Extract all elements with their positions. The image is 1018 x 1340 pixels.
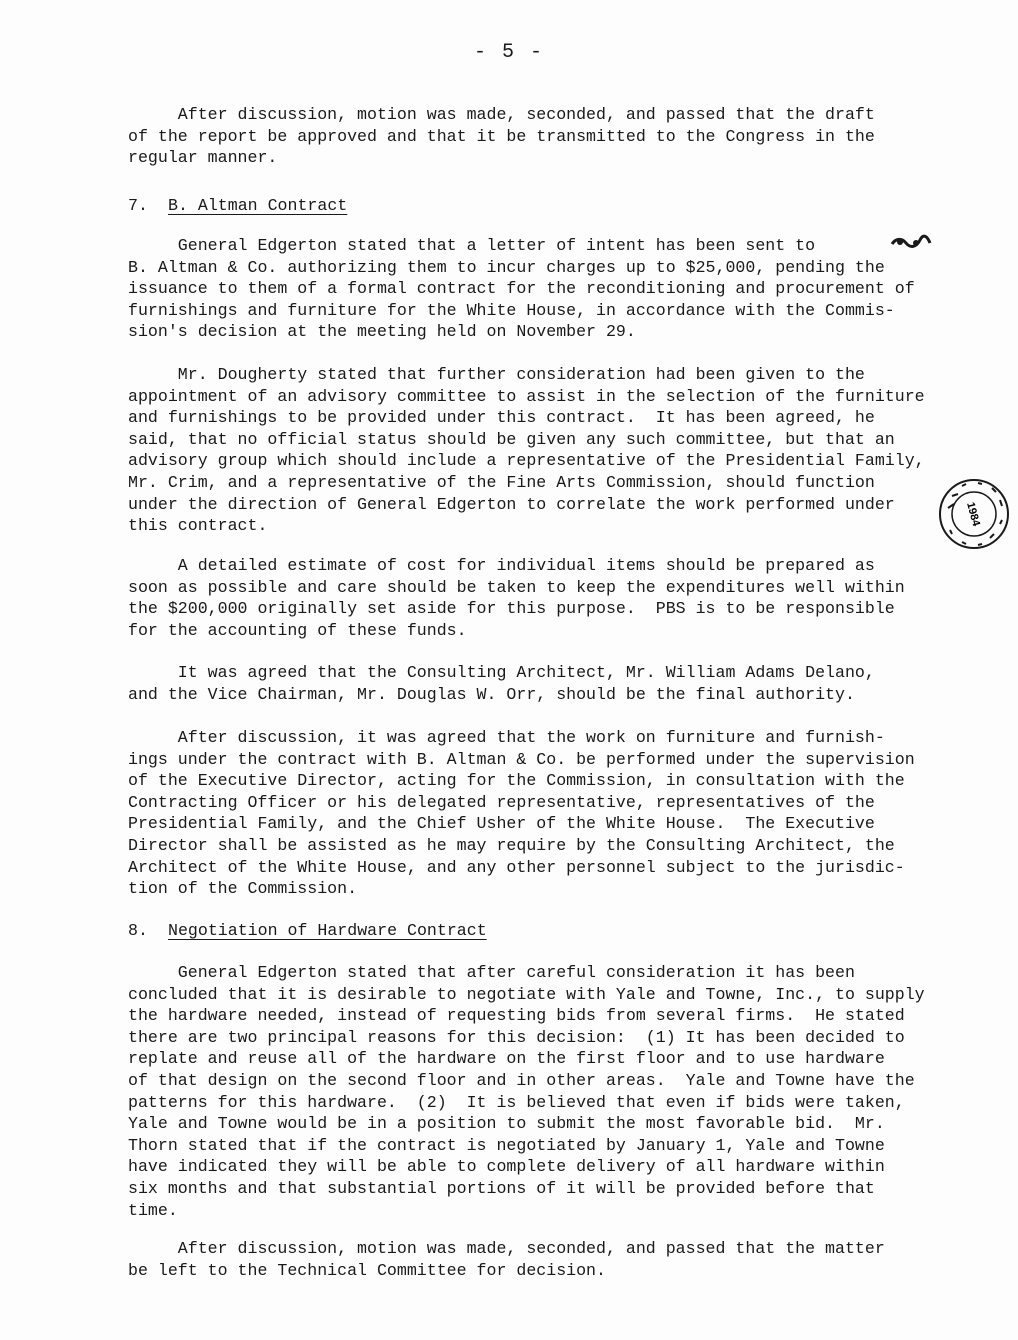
stamp-year: 1984 <box>964 500 982 528</box>
text-line: Architect of the White House, and any other personnel subject to the jurisdic- <box>128 857 905 877</box>
library-stamp-icon <box>934 474 1014 554</box>
section-7-paragraph-4 <box>128 662 964 705</box>
text-line: six months and that substantial portions of it will be provided before that <box>128 1178 875 1198</box>
text-line: said, that no official status should be given any such committee, but that an <box>128 429 895 449</box>
text-line: Director shall be assisted as he may require by the Consulting Architect, the <box>128 835 895 855</box>
text-line: It was agreed that the Consulting Architect, Mr. William Adams Delano, <box>128 663 875 682</box>
text-line: After discussion, motion was made, seconded, and passed that the draft <box>128 105 875 124</box>
text-line: Contracting Officer or his delegated representative, representatives of the <box>128 792 875 812</box>
section-title: Negotiation of Hardware Contract <box>168 921 487 940</box>
text-line: After discussion, it was agreed that the work on furniture and furnish- <box>128 728 885 747</box>
text-line: the hardware needed, instead of requesting bids from several firms. He stated <box>128 1006 905 1026</box>
text-line: appointment of an advisory committee to assist in the selection of the furniture <box>128 386 925 406</box>
page-number: - 5 - <box>473 41 544 64</box>
text-line: and the Vice Chairman, Mr. Douglas W. Orr, should be the final authority. <box>128 684 855 704</box>
text-line: ings under the contract with B. Altman & Co. be performed under the supervision <box>128 749 915 769</box>
text-line: concluded that it is desirable to negotiate with Yale and Towne, Inc., to supply <box>128 984 925 1004</box>
section-7-paragraph-3 <box>128 555 964 641</box>
text-line: be left to the Technical Committee for decision. <box>128 1260 606 1280</box>
section-7-paragraph-1 <box>128 235 964 343</box>
text-line: sion's decision at the meeting held on November 29. <box>128 322 636 342</box>
section-title: B. Altman Contract <box>168 196 348 215</box>
text-line: this contract. <box>128 516 268 536</box>
section-number: 7. <box>128 196 148 215</box>
text-line: B. Altman & Co. authorizing them to incur charges up to $25,000, pending the <box>128 257 885 277</box>
text-line: of that design on the second floor and in other areas. Yale and Towne have the <box>128 1070 915 1090</box>
text-line: Mr. Crim, and a representative of the Fine Arts Commission, should function <box>128 472 875 492</box>
section-8-paragraph-2 <box>128 1238 964 1281</box>
text-line: have indicated they will be able to complete delivery of all hardware within <box>128 1157 885 1177</box>
intro-paragraph <box>128 104 964 169</box>
section-number: 8. <box>128 921 148 940</box>
text-line: under the direction of General Edgerton to correlate the work performed under <box>128 494 895 514</box>
text-line: A detailed estimate of cost for individual items should be prepared as <box>128 556 875 575</box>
text-line: soon as possible and care should be taken to keep the expenditures well within <box>128 577 905 597</box>
section-8-heading <box>128 920 487 942</box>
text-line: the $200,000 originally set aside for this purpose. PBS is to be responsible <box>128 599 895 619</box>
text-line: time. <box>128 1200 178 1220</box>
text-line: advisory group which should include a representative of the Presidential Family, <box>128 451 925 471</box>
text-line: patterns for this hardware. (2) It is believed that even if bids were taken, <box>128 1092 905 1112</box>
text-line: furnishings and furniture for the White House, in accordance with the Commis- <box>128 300 895 320</box>
text-line: Yale and Towne would be in a position to submit the most favorable bid. Mr. <box>128 1114 885 1134</box>
text-line: tion of the Commission. <box>128 879 358 899</box>
text-line: for the accounting of these funds. <box>128 620 467 640</box>
text-line: of the report be approved and that it be transmitted to the Congress in the <box>128 126 875 146</box>
text-line: General Edgerton stated that after careful consideration it has been <box>128 963 855 982</box>
text-line: issuance to them of a formal contract for the reconditioning and procurement of <box>128 279 915 299</box>
text-line: of the Executive Director, acting for the Commission, in consultation with the <box>128 771 905 791</box>
text-line: and furnishings to be provided under this contract. It has been agreed, he <box>128 408 875 428</box>
section-8-paragraph-1 <box>128 962 964 1221</box>
text-line: Presidential Family, and the Chief Usher of the White House. The Executive <box>128 814 875 834</box>
text-line: Mr. Dougherty stated that further consideration had been given to the <box>128 365 865 384</box>
text-line: After discussion, motion was made, seconded, and passed that the matter <box>128 1239 885 1258</box>
text-line: General Edgerton stated that a letter of intent has been sent to <box>128 236 816 255</box>
section-7-heading <box>128 195 347 217</box>
text-line: Thorn stated that if the contract is negotiated by January 1, Yale and Towne <box>128 1135 885 1155</box>
text-line: regular manner. <box>128 148 278 168</box>
text-line: replate and reuse all of the hardware on the first floor and to use hardware <box>128 1049 885 1069</box>
text-line: there are two principal reasons for this decision: (1) It has been decided to <box>128 1027 905 1047</box>
section-7-paragraph-2 <box>128 364 964 537</box>
section-7-paragraph-5 <box>128 727 964 900</box>
